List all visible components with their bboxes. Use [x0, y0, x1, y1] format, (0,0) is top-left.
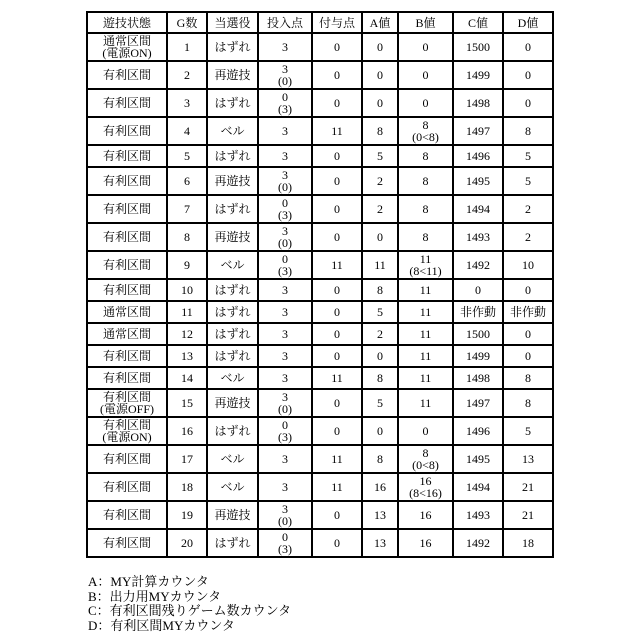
cell-g-count: 3 — [167, 89, 207, 117]
table-row — [87, 473, 553, 501]
cell-a-value: 11 — [362, 251, 398, 279]
cell-a-value: 5 — [362, 145, 398, 167]
cell-c-value: 1492 — [453, 529, 503, 557]
table-row — [87, 89, 553, 117]
cell-c-value: 1492 — [453, 251, 503, 279]
cell-a-value: 0 — [362, 33, 398, 61]
cell-winning-role: はずれ — [207, 323, 258, 345]
cell-winning-role: はずれ — [207, 529, 258, 557]
col-header-award-points: 付与点 — [312, 12, 362, 33]
cell-award-points: 11 — [312, 117, 362, 145]
cell-d-value: 8 — [503, 389, 553, 417]
cell-a-value: 2 — [362, 195, 398, 223]
cell-b-value: 11 — [398, 367, 453, 389]
table-row — [87, 33, 553, 61]
cell-d-value: 非作動 — [503, 301, 553, 323]
cell-b-value: 8 (0<8) — [398, 445, 453, 473]
cell-a-value: 8 — [362, 445, 398, 473]
cell-state: 有利区間 — [87, 61, 167, 89]
cell-state: 有利区間 (電源OFF) — [87, 389, 167, 417]
cell-g-count: 12 — [167, 323, 207, 345]
cell-bet-points: 0 (3) — [258, 529, 312, 557]
cell-d-value: 21 — [503, 473, 553, 501]
cell-state: 有利区間 — [87, 223, 167, 251]
cell-winning-role: はずれ — [207, 195, 258, 223]
cell-c-value: 1497 — [453, 389, 503, 417]
cell-a-value: 8 — [362, 279, 398, 301]
cell-a-value: 0 — [362, 61, 398, 89]
cell-award-points: 0 — [312, 61, 362, 89]
cell-g-count: 17 — [167, 445, 207, 473]
cell-a-value: 8 — [362, 117, 398, 145]
cell-bet-points: 0 (3) — [258, 417, 312, 445]
cell-winning-role: 再遊技 — [207, 223, 258, 251]
cell-award-points: 0 — [312, 89, 362, 117]
table-row — [87, 195, 553, 223]
table-row — [87, 389, 553, 417]
table-row — [87, 279, 553, 301]
cell-bet-points: 0 (3) — [258, 89, 312, 117]
cell-winning-role: ベル — [207, 117, 258, 145]
cell-award-points: 0 — [312, 223, 362, 251]
table-row — [87, 367, 553, 389]
cell-bet-points: 3 — [258, 279, 312, 301]
cell-state: 有利区間 — [87, 145, 167, 167]
cell-award-points: 0 — [312, 301, 362, 323]
cell-d-value: 0 — [503, 279, 553, 301]
cell-g-count: 13 — [167, 345, 207, 367]
table-row — [87, 345, 553, 367]
cell-bet-points: 3 — [258, 33, 312, 61]
legend-line-c: C：有利区間残りゲーム数カウンタ — [88, 603, 292, 618]
cell-d-value: 13 — [503, 445, 553, 473]
legend-line-b: B：出力用MYカウンタ — [88, 588, 222, 604]
cell-award-points: 11 — [312, 445, 362, 473]
cell-winning-role: 再遊技 — [207, 389, 258, 417]
cell-bet-points: 3 — [258, 145, 312, 167]
cell-d-value: 8 — [503, 117, 553, 145]
cell-b-value: 11 (8<11) — [398, 251, 453, 279]
cell-state: 有利区間 — [87, 89, 167, 117]
cell-state: 有利区間 — [87, 345, 167, 367]
cell-state: 有利区間 — [87, 445, 167, 473]
legend-line-a: A：MY計算カウンタ — [88, 574, 209, 589]
cell-d-value: 0 — [503, 33, 553, 61]
table-row — [87, 223, 553, 251]
cell-c-value: 1494 — [453, 195, 503, 223]
cell-b-value: 0 — [398, 417, 453, 445]
cell-c-value: 1499 — [453, 345, 503, 367]
col-header-d-value: D値 — [503, 12, 553, 33]
cell-c-value: 1494 — [453, 473, 503, 501]
cell-d-value: 18 — [503, 529, 553, 557]
table-row — [87, 445, 553, 473]
cell-c-value: 1493 — [453, 223, 503, 251]
cell-d-value: 5 — [503, 145, 553, 167]
cell-c-value: 0 — [453, 279, 503, 301]
cell-state: 有利区間 (電源ON) — [87, 417, 167, 445]
table-row — [87, 301, 553, 323]
col-header-c-value: C値 — [453, 12, 503, 33]
cell-winning-role: はずれ — [207, 417, 258, 445]
cell-award-points: 0 — [312, 389, 362, 417]
cell-bet-points: 3 — [258, 117, 312, 145]
cell-winning-role: 再遊技 — [207, 61, 258, 89]
cell-c-value: 非作動 — [453, 301, 503, 323]
cell-winning-role: ベル — [207, 251, 258, 279]
col-header-b-value: B値 — [398, 12, 453, 33]
cell-g-count: 18 — [167, 473, 207, 501]
cell-state: 有利区間 — [87, 367, 167, 389]
cell-winning-role: はずれ — [207, 345, 258, 367]
cell-bet-points: 3 — [258, 301, 312, 323]
cell-award-points: 0 — [312, 145, 362, 167]
cell-state: 有利区間 — [87, 529, 167, 557]
cell-b-value: 16 — [398, 501, 453, 529]
legend-line-d: D：有利区間MYカウンタ — [88, 617, 235, 633]
cell-c-value: 1498 — [453, 367, 503, 389]
cell-b-value: 8 — [398, 167, 453, 195]
table-row — [87, 417, 553, 445]
cell-award-points: 0 — [312, 345, 362, 367]
cell-winning-role: 再遊技 — [207, 167, 258, 195]
cell-g-count: 19 — [167, 501, 207, 529]
cell-g-count: 9 — [167, 251, 207, 279]
cell-d-value: 5 — [503, 167, 553, 195]
cell-bet-points: 3 — [258, 367, 312, 389]
table-row — [87, 61, 553, 89]
cell-b-value: 8 — [398, 145, 453, 167]
cell-bet-points: 3 — [258, 445, 312, 473]
cell-winning-role: ベル — [207, 473, 258, 501]
cell-d-value: 0 — [503, 345, 553, 367]
cell-bet-points: 3 — [258, 345, 312, 367]
cell-award-points: 0 — [312, 195, 362, 223]
cell-bet-points: 0 (3) — [258, 251, 312, 279]
table-row — [87, 251, 553, 279]
cell-c-value: 1500 — [453, 323, 503, 345]
cell-g-count: 16 — [167, 417, 207, 445]
cell-state: 有利区間 — [87, 501, 167, 529]
cell-bet-points: 3 (0) — [258, 167, 312, 195]
cell-award-points: 0 — [312, 529, 362, 557]
cell-g-count: 7 — [167, 195, 207, 223]
cell-d-value: 5 — [503, 417, 553, 445]
cell-c-value: 1500 — [453, 33, 503, 61]
cell-g-count: 5 — [167, 145, 207, 167]
cell-award-points: 0 — [312, 323, 362, 345]
cell-award-points: 0 — [312, 279, 362, 301]
cell-award-points: 11 — [312, 367, 362, 389]
col-header-g-count: G数 — [167, 12, 207, 33]
cell-winning-role: はずれ — [207, 33, 258, 61]
col-header-state: 遊技状態 — [87, 12, 167, 33]
cell-c-value: 1496 — [453, 417, 503, 445]
cell-winning-role: はずれ — [207, 89, 258, 117]
cell-d-value: 0 — [503, 61, 553, 89]
cell-bet-points: 3 (0) — [258, 61, 312, 89]
table-row — [87, 323, 553, 345]
cell-g-count: 14 — [167, 367, 207, 389]
cell-d-value: 0 — [503, 89, 553, 117]
table-row — [87, 529, 553, 557]
header-row — [87, 12, 553, 33]
cell-c-value: 1493 — [453, 501, 503, 529]
cell-b-value: 11 — [398, 323, 453, 345]
cell-bet-points: 3 (0) — [258, 501, 312, 529]
cell-a-value: 5 — [362, 301, 398, 323]
cell-b-value: 11 — [398, 279, 453, 301]
cell-a-value: 0 — [362, 417, 398, 445]
cell-b-value: 8 — [398, 223, 453, 251]
cell-a-value: 13 — [362, 501, 398, 529]
cell-g-count: 8 — [167, 223, 207, 251]
cell-winning-role: はずれ — [207, 301, 258, 323]
game-record-table — [86, 11, 554, 558]
cell-winning-role: はずれ — [207, 145, 258, 167]
cell-d-value: 2 — [503, 195, 553, 223]
cell-state: 通常区間 — [87, 323, 167, 345]
cell-b-value: 11 — [398, 389, 453, 417]
cell-b-value: 8 (0<8) — [398, 117, 453, 145]
cell-a-value: 0 — [362, 345, 398, 367]
cell-award-points: 0 — [312, 33, 362, 61]
cell-c-value: 1498 — [453, 89, 503, 117]
cell-b-value: 0 — [398, 61, 453, 89]
cell-bet-points: 0 (3) — [258, 195, 312, 223]
cell-a-value: 16 — [362, 473, 398, 501]
cell-award-points: 11 — [312, 251, 362, 279]
cell-g-count: 10 — [167, 279, 207, 301]
cell-b-value: 11 — [398, 345, 453, 367]
cell-g-count: 4 — [167, 117, 207, 145]
cell-a-value: 5 — [362, 389, 398, 417]
col-header-winning-role: 当選役 — [207, 12, 258, 33]
cell-g-count: 2 — [167, 61, 207, 89]
cell-a-value: 13 — [362, 529, 398, 557]
cell-d-value: 0 — [503, 323, 553, 345]
col-header-a-value: A値 — [362, 12, 398, 33]
cell-b-value: 0 — [398, 33, 453, 61]
cell-state: 有利区間 — [87, 473, 167, 501]
table-row — [87, 167, 553, 195]
cell-bet-points: 3 — [258, 323, 312, 345]
cell-c-value: 1496 — [453, 145, 503, 167]
cell-b-value: 16 — [398, 529, 453, 557]
cell-state: 有利区間 — [87, 195, 167, 223]
cell-b-value: 11 — [398, 301, 453, 323]
cell-c-value: 1495 — [453, 445, 503, 473]
cell-bet-points: 3 — [258, 473, 312, 501]
cell-award-points: 0 — [312, 167, 362, 195]
table-body — [87, 33, 553, 557]
col-header-bet-points: 投入点 — [258, 12, 312, 33]
cell-c-value: 1499 — [453, 61, 503, 89]
cell-c-value: 1497 — [453, 117, 503, 145]
cell-winning-role: はずれ — [207, 279, 258, 301]
table-row — [87, 501, 553, 529]
cell-d-value: 2 — [503, 223, 553, 251]
cell-b-value: 8 — [398, 195, 453, 223]
cell-a-value: 8 — [362, 367, 398, 389]
cell-a-value: 2 — [362, 167, 398, 195]
cell-state: 通常区間 (電源ON) — [87, 33, 167, 61]
cell-award-points: 11 — [312, 473, 362, 501]
cell-g-count: 11 — [167, 301, 207, 323]
cell-d-value: 8 — [503, 367, 553, 389]
cell-a-value: 0 — [362, 223, 398, 251]
cell-state: 有利区間 — [87, 279, 167, 301]
cell-b-value: 0 — [398, 89, 453, 117]
cell-winning-role: ベル — [207, 445, 258, 473]
cell-state: 通常区間 — [87, 301, 167, 323]
cell-c-value: 1495 — [453, 167, 503, 195]
cell-g-count: 1 — [167, 33, 207, 61]
cell-state: 有利区間 — [87, 117, 167, 145]
cell-bet-points: 3 (0) — [258, 223, 312, 251]
cell-bet-points: 3 (0) — [258, 389, 312, 417]
cell-d-value: 21 — [503, 501, 553, 529]
table-row — [87, 145, 553, 167]
cell-a-value: 0 — [362, 89, 398, 117]
cell-g-count: 6 — [167, 167, 207, 195]
cell-award-points: 0 — [312, 417, 362, 445]
cell-d-value: 10 — [503, 251, 553, 279]
cell-award-points: 0 — [312, 501, 362, 529]
cell-b-value: 16 (8<16) — [398, 473, 453, 501]
cell-winning-role: ベル — [207, 367, 258, 389]
cell-g-count: 20 — [167, 529, 207, 557]
cell-state: 有利区間 — [87, 251, 167, 279]
table-row — [87, 117, 553, 145]
cell-a-value: 2 — [362, 323, 398, 345]
cell-state: 有利区間 — [87, 167, 167, 195]
cell-winning-role: 再遊技 — [207, 501, 258, 529]
counter-legend — [88, 575, 291, 633]
cell-g-count: 15 — [167, 389, 207, 417]
